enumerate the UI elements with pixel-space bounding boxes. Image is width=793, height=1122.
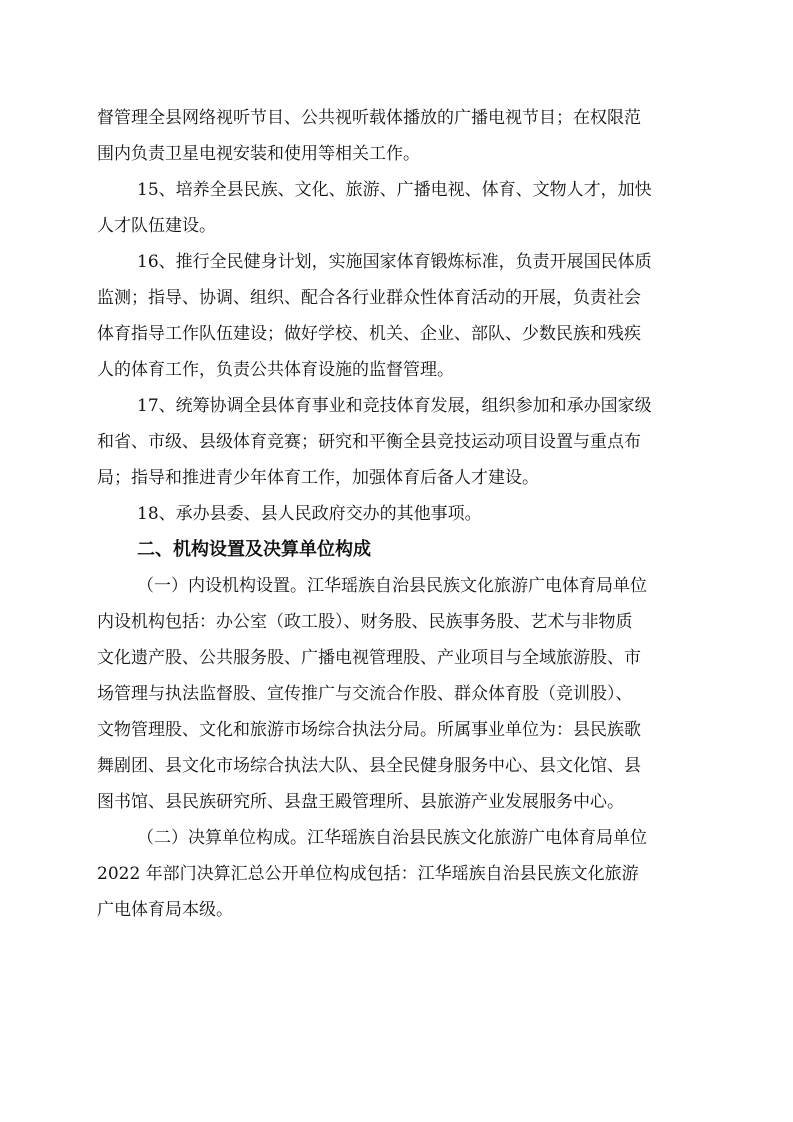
- paragraph-line: （二）决算单位构成。江华瑶族自治县民族文化旅游广电体育局单位: [137, 828, 647, 848]
- paragraph-line: 督管理全县网络视听节目、公共视听载体播放的广播电视节目；在权限范: [97, 108, 641, 128]
- paragraph-line: 和省、市级、县级体育竞赛；研究和平衡全县竞技运动项目设置与重点布: [97, 432, 641, 452]
- paragraph-line: 局；指导和推进青少年体育工作，加强体育后备人才建设。: [97, 468, 539, 488]
- paragraph-line: （一）内设机构设置。江华瑶族自治县民族文化旅游广电体育局单位: [137, 576, 647, 596]
- section-heading: 二、机构设置及决算单位构成: [137, 539, 371, 560]
- paragraph-line: 围内负责卫星电视安装和使用等相关工作。: [97, 144, 420, 164]
- paragraph-line: 文化遗产股、公共服务股、广播电视管理股、产业项目与全域旅游股、市: [97, 648, 641, 668]
- paragraph-line: 18、承办县委、县人民政府交办的其他事项。: [137, 504, 482, 524]
- document-body: [97, 100, 697, 928]
- paragraph-line: 监测；指导、协调、组织、配合各行业群众性体育活动的开展，负责社会: [97, 288, 641, 308]
- paragraph-line: 文物管理股、文化和旅游市场综合执法分局。所属事业单位为：县民族歌: [97, 720, 641, 740]
- paragraph-line: 17、统筹协调全县体育事业和竞技体育发展，组织参加和承办国家级: [137, 396, 652, 416]
- paragraph-line: 体育指导工作队伍建设；做好学校、机关、企业、部队、少数民族和残疾: [97, 324, 641, 344]
- paragraph-line: 场管理与执法监督股、宣传推广与交流合作股、群众体育股（竞训股）、: [97, 684, 633, 704]
- paragraph-line: 内设机构包括：办公室（政工股）、财务股、民族事务股、艺术与非物质: [97, 612, 633, 632]
- paragraph-line: 图书馆、县民族研究所、县盘王殿管理所、县旅游产业发展服务中心。: [97, 792, 624, 812]
- paragraph-line: 16、推行全民健身计划，实施国家体育锻炼标准，负责开展国民体质: [137, 252, 652, 272]
- paragraph-line: 2022 年部门决算汇总公开单位构成包括：江华瑶族自治县民族文化旅游: [97, 864, 639, 884]
- paragraph-line: 舞剧团、县文化市场综合执法大队、县全民健身服务中心、县文化馆、县: [97, 756, 641, 776]
- paragraph-line: 广电体育局本级。: [97, 900, 233, 920]
- paragraph-line: 人的体育工作，负责公共体育设施的监督管理。: [97, 360, 454, 380]
- paragraph-line: 15、培养全县民族、文化、旅游、广播电视、体育、文物人才，加快: [137, 180, 652, 200]
- paragraph-line: 人才队伍建设。: [97, 216, 216, 236]
